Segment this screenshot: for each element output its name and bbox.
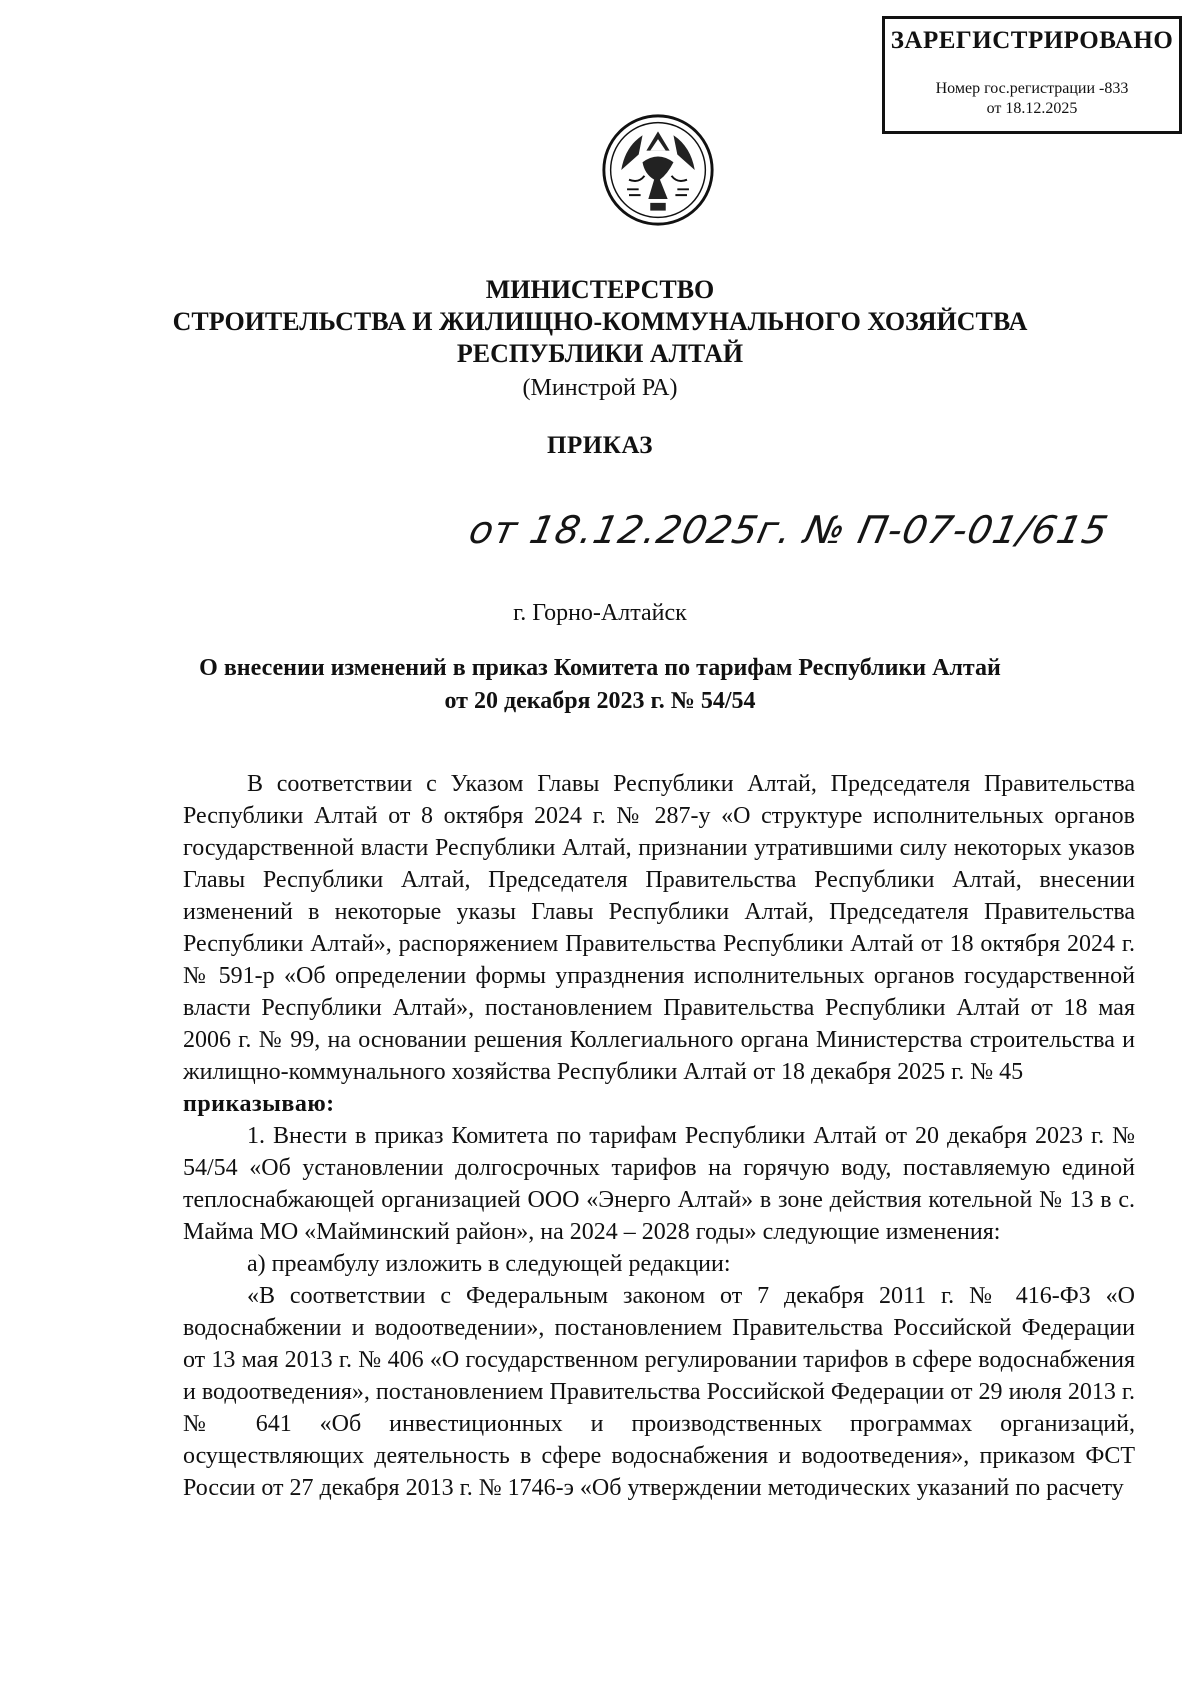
order-date-number: от 18.12.2025г. № П-07-01/615 xyxy=(465,508,1113,552)
subject-line1: О внесении изменений в приказ Комитета по тарифам Республики Алтай xyxy=(199,655,1001,681)
stamp-reg-number: Номер гос.регистрации -833 xyxy=(935,80,1129,97)
ministry-header xyxy=(150,274,1050,460)
altai-republic-emblem-icon xyxy=(600,112,716,228)
stamp-reg-date: от 18.12.2025 xyxy=(986,100,1078,117)
resolve-word: приказываю: xyxy=(183,1091,335,1117)
order-body xyxy=(183,768,1135,1504)
ministry-name-line1: МИНИСТЕРСТВО xyxy=(485,275,715,304)
ministry-short-name: (Минстрой РА) xyxy=(522,375,678,401)
item-1-paragraph: 1. Внести в приказ Комитета по тарифам Республики Алтай от 20 декабря 2023 г. № 54/54 «Об установлении долгосрочных тарифов на горячую воду, поставляемую единой теплоснабжающей организацией ООО «Энерго Алтай» в зоне действия котельной № 13 в с. Майма МО «Майминский район», на 2024 – 2028 годы» следующие изменения: xyxy=(183,1123,1135,1245)
registration-stamp xyxy=(882,16,1182,134)
preamble-paragraph: В соответствии с Указом Главы Республики Алтай, Председателя Правительства Республики Алтай от 8 октября 2024 г. № 287-у «О структуре исполнительных органов государственной власти Республики Алтай, признании утратившими силу некоторых указов Главы Республики Алтай, Председателя Правительства Республики Алтай, внесении изменений в некоторые указы Главы Республики Алтай, Председателя Правительства Республики Алтай», распоряжением Правительства Республики Алтай от 18 октября 2024 г. № 591-р «Об определении формы упразднения исполнительных органов государственной власти Республики Алтай», постановлением Правительства Республики Алтай от 18 мая 2006 г. № 99, на основании решения Коллегиального органа Министерства строительства и жилищно-коммунального хозяйства Республики Алтай от 18 декабря 2025 г. № 45 xyxy=(183,771,1135,1085)
stamp-title: ЗАРЕГИСТРИРОВАНО xyxy=(890,27,1174,54)
ministry-name-line3: РЕСПУБЛИКИ АЛТАЙ xyxy=(456,339,744,368)
order-subject xyxy=(130,652,1070,718)
city: г. Горно-Алтайск xyxy=(513,600,687,626)
ministry-name-line2: СТРОИТЕЛЬСТВА И ЖИЛИЩНО-КОММУНАЛЬНОГО ХОЗЯЙСТВА xyxy=(172,307,1028,336)
quoted-preamble-paragraph: «В соответствии с Федеральным законом от 7 декабря 2011 г. № 416-ФЗ «О водоснабжении и водоотведении», постановлением Правительства Российской Федерации от 13 мая 2013 г. № 406 «О государственном регулировании тарифов в сфере водоснабжения и водоотведения», постановлением Правительства Российской Федерации от 29 июля 2013 г. № 641 «Об инвестиционных и производственных программах организаций, осуществляющих деятельность в сфере водоснабжения и водоотведения», приказом ФСТ России от 27 декабря 2013 г. № 1746-э «Об утверждении методических указаний по расчету xyxy=(183,1283,1135,1501)
subject-line2: от 20 декабря 2023 г. № 54/54 xyxy=(444,688,756,714)
item-1a-paragraph: а) преамбулу изложить в следующей редакции: xyxy=(247,1251,731,1277)
document-type: ПРИКАЗ xyxy=(547,432,653,459)
